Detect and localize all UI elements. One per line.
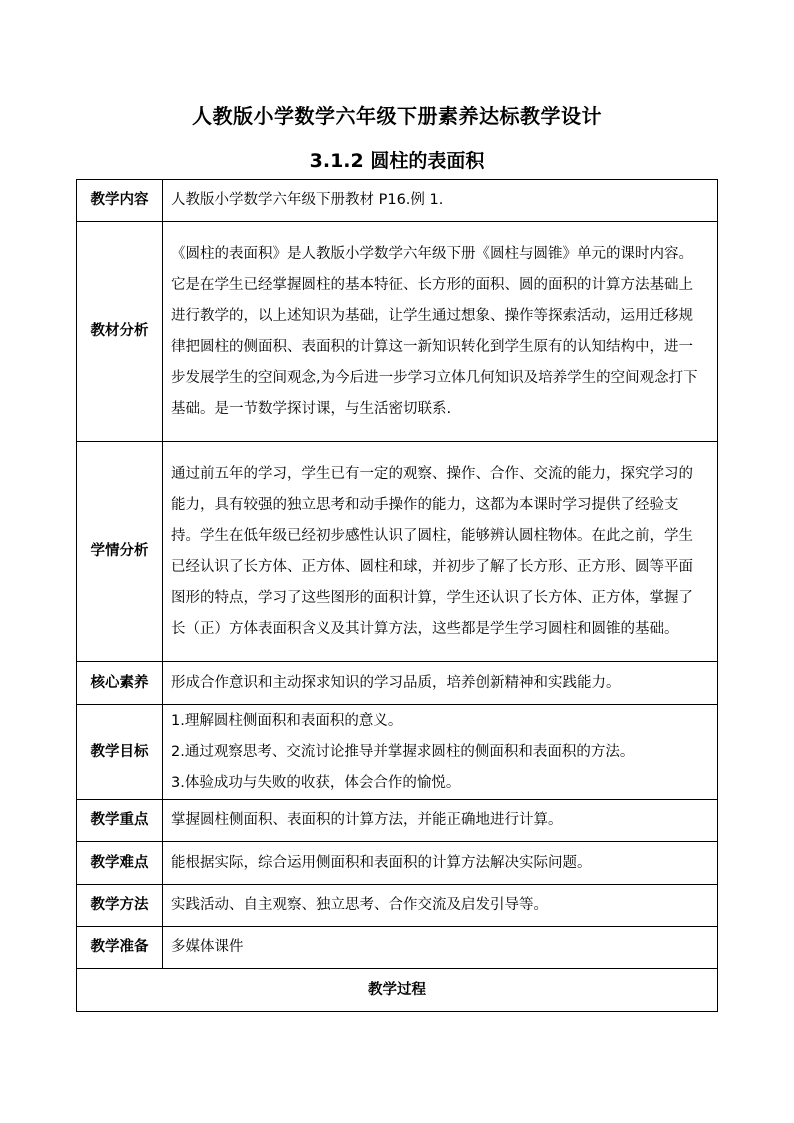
row-content <box>163 662 718 705</box>
row-label: 教学重点 <box>77 800 163 842</box>
table-row <box>77 885 718 927</box>
row-label: 教学准备 <box>77 927 163 969</box>
row-content <box>163 800 718 842</box>
row-content <box>163 927 718 969</box>
table-row <box>77 705 718 800</box>
lesson-title: 3.1.2 圆柱的表面积 <box>309 150 485 172</box>
content-line: 3.体验成功与失败的收获，体会合作的愉悦。 <box>171 774 461 791</box>
content-line: 1.理解圆柱侧面积和表面积的意义。 <box>171 712 403 729</box>
table-row <box>77 180 718 222</box>
table-row <box>77 222 718 442</box>
table-row <box>77 842 718 885</box>
content-line: 通过前五年的学习，学生已有一定的观察、操作、合作、交流的能力，探究学习的能力，具有较强的独立思考和动手操作的能力，这都为本课时学习提供了经验支持。学生在低年级已经初步感性认识了圆柱，能够辨认圆柱物体。在此之前，学生已经认识了长方体、正方体、圆柱和球，并初步了解了长方形、正方形、圆等平面图形的特点，学习了这些图形的面积计算，学生还认识了长方体、正方体，掌握了长（正）方体表面积含义及其计算方法，这些都是学生学习圆柱和圆锥的基础。 <box>171 465 693 637</box>
content-line: 《圆柱的表面积》是人教版小学数学六年级下册《圆柱与圆锥》单元的课时内容。它是在学生已经掌握圆柱的基本特征、长方形的面积、圆的面积的计算方法基础上进行教学的，以上述知识为基础，让学生通过想象、操作等探索活动，运用迁移规律把圆柱的侧面积、表面积的计算这一新知识转化到学生原有的认知结构中，进一步发展学生的空间观念,为今后进一步学习立体几何知识及培养学生的空间观念打下基础。是一节数学探讨课，与生活密切联系. <box>171 245 698 417</box>
row-label: 教学内容 <box>77 180 163 222</box>
content-line: 形成合作意识和主动探求知识的学习品质，培养创新精神和实践能力。 <box>171 674 621 691</box>
row-label: 教学方法 <box>77 885 163 927</box>
row-label: 核心素养 <box>77 662 163 705</box>
table-row <box>77 927 718 969</box>
content-line: 掌握圆柱侧面积、表面积的计算方法，并能正确地进行计算。 <box>171 812 563 828</box>
row-label: 教学目标 <box>77 705 163 800</box>
content-line: 能根据实际，综合运用侧面积和表面积的计算方法解决实际问题。 <box>171 854 592 871</box>
content-line: 2.通过观察思考、交流讨论推导并掌握求圆柱的侧面积和表面积的方法。 <box>171 743 635 760</box>
row-label: 教学难点 <box>77 842 163 885</box>
process-header: 教学过程 <box>77 969 718 1012</box>
lesson-plan-table <box>76 179 718 1012</box>
page-title: 人教版小学数学六年级下册素养达标教学设计 <box>192 104 602 128</box>
table-row <box>77 969 718 1012</box>
content-line: 实践活动、自主观察、独立思考、合作交流及启发引导等。 <box>171 897 548 913</box>
row-label: 教材分析 <box>77 222 163 442</box>
table-row <box>77 442 718 662</box>
row-content <box>163 842 718 885</box>
row-content <box>163 705 718 800</box>
row-content <box>163 180 718 222</box>
content-line: 多媒体课件 <box>171 939 244 955</box>
row-content <box>163 442 718 662</box>
table-row <box>77 800 718 842</box>
table-row <box>77 662 718 705</box>
content-line: 人教版小学数学六年级下册教材 P16.例 1. <box>171 192 444 208</box>
row-content <box>163 222 718 442</box>
row-label: 学情分析 <box>77 442 163 662</box>
row-content <box>163 885 718 927</box>
